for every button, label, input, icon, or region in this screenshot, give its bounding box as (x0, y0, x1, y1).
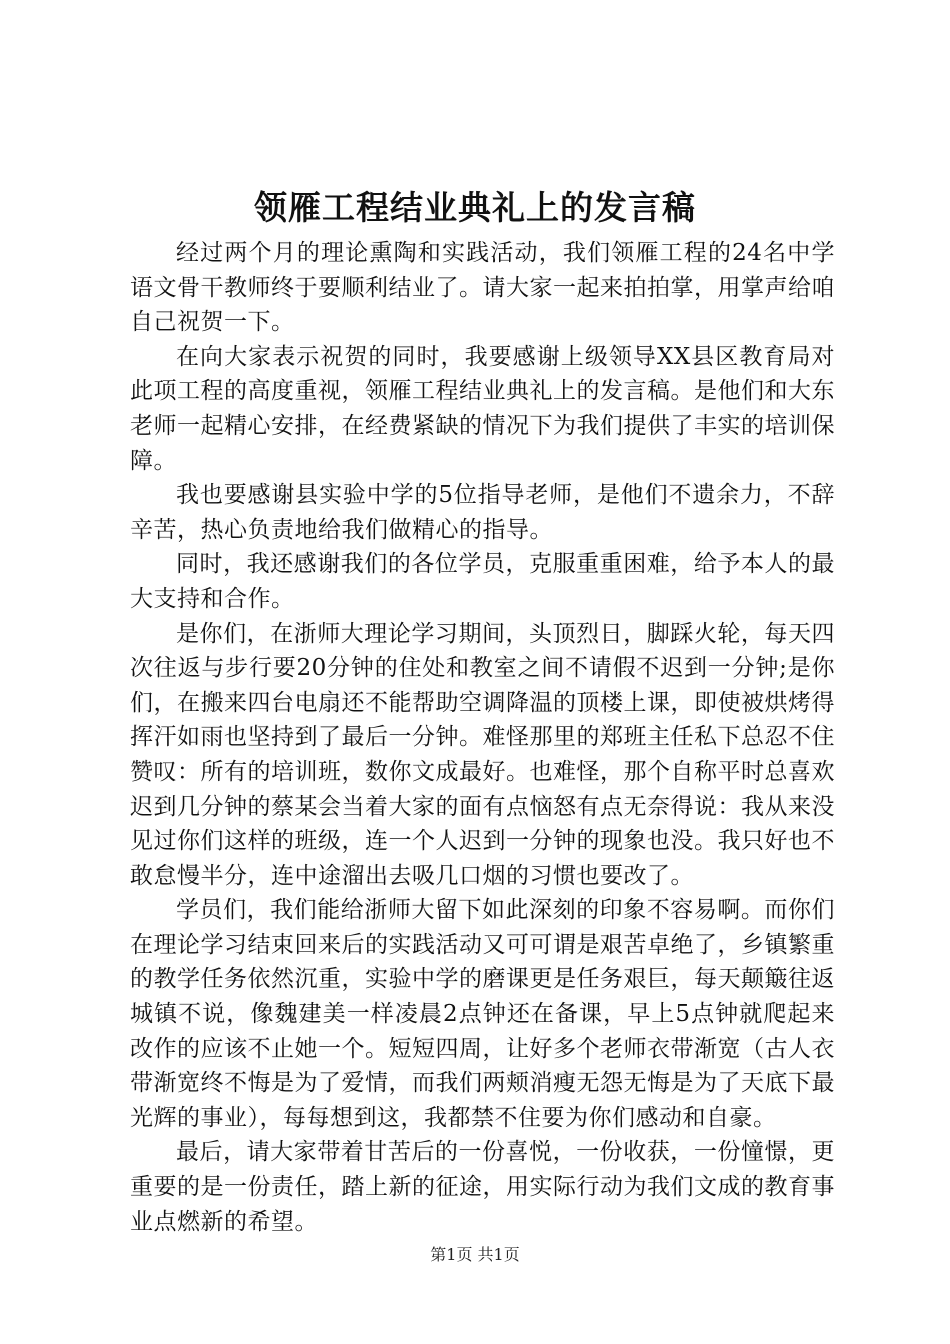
paragraph-5: 是你们，在浙师大理论学习期间，头顶烈日，脚踩火轮，每天四次往返与步行要20分钟的住处和教室之间不请假不迟到一分钟;是你们，在搬来四台电扇还不能帮助空调降温的顶楼上课，即使被烘烤得挥汗如雨也坚持到了最后一分钟。难怪那里的郑班主任私下总忍不住赞叹：所有的培训班，数你文成最好。也难怪，那个自称平时总喜欢迟到几分钟的蔡某会当着大家的面有点恼怒有点无奈得说：我从来没见过你们这样的班级，连一个人迟到一分钟的现象也没。我只好也不敢怠慢半分，连中途溜出去吸几口烟的习惯也要改了。 (130, 620, 835, 889)
paragraph-3: 我也要感谢县实验中学的5位指导老师，是他们不遗余力，不辞辛苦，热心负责地给我们做精心的指导。 (130, 482, 835, 543)
paragraph-1: 经过两个月的理论熏陶和实践活动，我们领雁工程的24名中学语文骨干教师终于要顺利结业了。请大家一起来拍拍掌，用掌声给咱自己祝贺一下。 (130, 240, 835, 336)
paragraph-7: 最后，请大家带着甘苦后的一份喜悦，一份收获，一份憧憬，更重要的是一份责任，踏上新的征途，用实际行动为我们文成的教育事业点燃新的希望。 (130, 1139, 835, 1235)
page-footer: 第1页 共1页 (430, 1245, 520, 1264)
document-body (130, 236, 835, 1239)
paragraph-6: 学员们，我们能给浙师大留下如此深刻的印象不容易啊。而你们在理论学习结束回来后的实践活动又可可谓是艰苦卓绝了，乡镇繁重的教学任务依然沉重，实验中学的磨课更是任务艰巨，每天颠簸往返城镇不说，像魏建美一样凌晨2点钟还在备课，早上5点钟就爬起来改作的应该不止她一个。短短四周，让好多个老师衣带渐宽（古人衣带渐宽终不悔是为了爱情，而我们两颊消瘦无怨无悔是为了天底下最光辉的事业），每每想到这，我都禁不住要为你们感动和自豪。 (130, 897, 835, 1131)
paragraph-4: 同时，我还感谢我们的各位学员，克服重重困难，给予本人的最大支持和合作。 (130, 551, 835, 612)
paragraph-2: 在向大家表示祝贺的同时，我要感谢上级领导XX县区教育局对此项工程的高度重视，领雁工程结业典礼上的发言稿。是他们和大东老师一起精心安排，在经费紧缺的情况下为我们提供了丰实的培训保障。 (130, 343, 835, 474)
document-title: 领雁工程结业典礼上的发言稿 (254, 188, 696, 227)
